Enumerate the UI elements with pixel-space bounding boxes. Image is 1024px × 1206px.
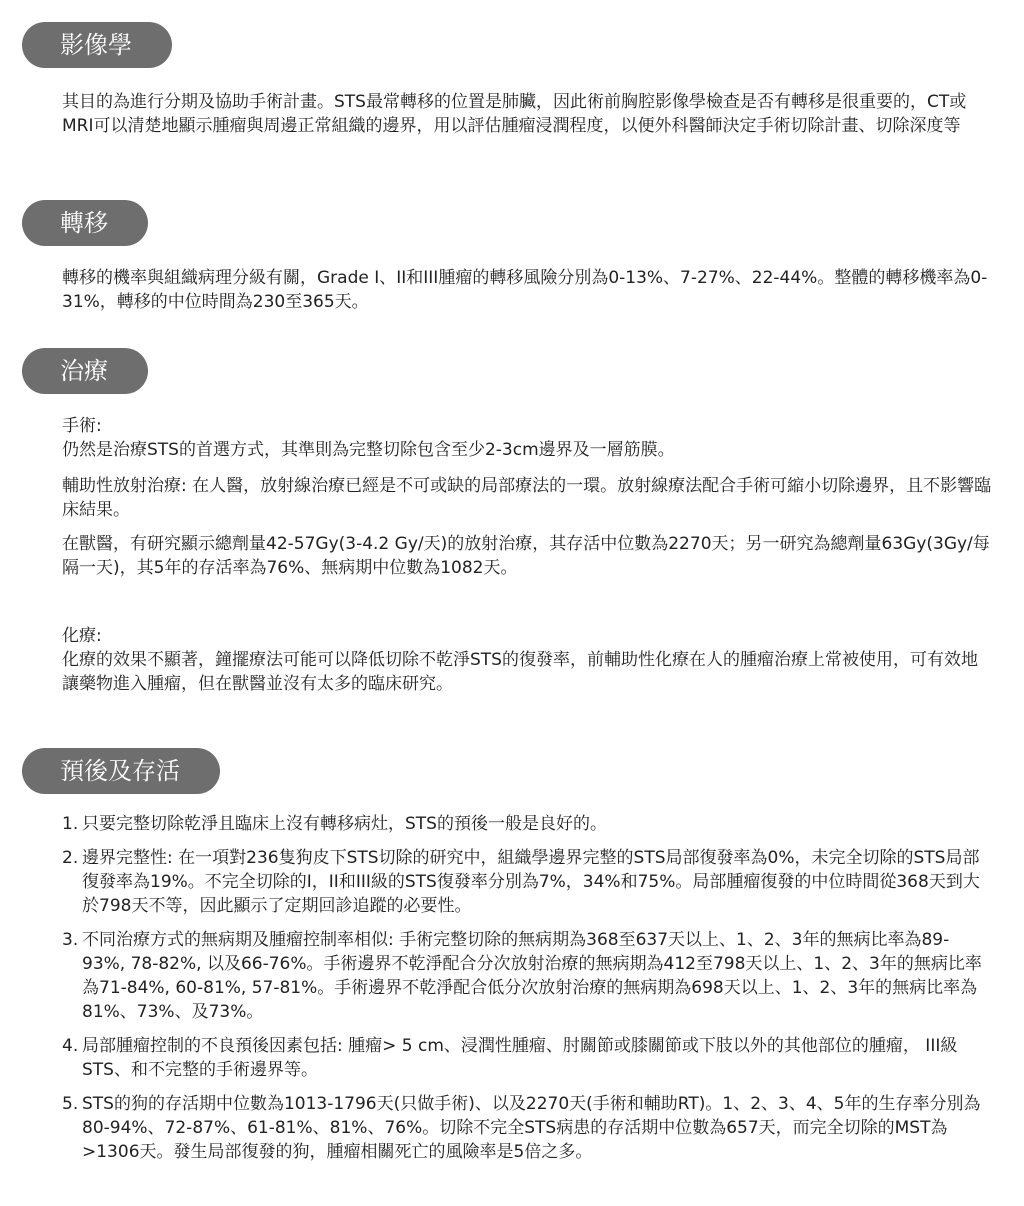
chemo-paragraph: 化療的效果不顯著，鐘擺療法可能可以降低切除不乾淨STS的復發率，前輔助性化療在人的腫瘤治療上常被使用，可有效地讓藥物進入腫瘤，但在獸醫並沒有太多的臨床研究。 bbox=[62, 650, 978, 694]
prognosis-list bbox=[62, 812, 992, 1174]
surgery-label: 手術: bbox=[62, 416, 102, 436]
metastasis-paragraph: 轉移的機率與組織病理分級有關，Grade I、II和III腫瘤的轉移風險分別為0-13%、7-27%、22-44%。整體的轉移機率為0-31%，轉移的中位時間為230至365天。 bbox=[62, 268, 988, 312]
list-item-text: 邊界完整性: 在一項對236隻狗皮下STS切除的研究中，組織學邊界完整的STS局部復發率為0%，未完全切除的STS局部復發率為19%。不完全切除的I，II和III級的STS復發率分別為7%，34%和75%。局部腫瘤復發的中位時間從368天到大於798天不等，因此顯示了定期回診追蹤的必要性。 bbox=[82, 848, 980, 916]
list-item bbox=[62, 928, 992, 1024]
list-item-number: 3. bbox=[62, 930, 79, 950]
list-item bbox=[62, 1034, 992, 1082]
list-item bbox=[62, 1092, 992, 1164]
list-item-text: 只要完整切除乾淨且臨床上沒有轉移病灶，STS的預後一般是良好的。 bbox=[82, 814, 607, 834]
list-item-number: 2. bbox=[62, 848, 79, 868]
section-header-metastasis: 轉移 bbox=[22, 200, 148, 246]
list-item-number: 5. bbox=[62, 1094, 79, 1114]
list-item-text: 局部腫瘤控制的不良預後因素包括: 腫瘤> 5 cm、浸潤性腫瘤、肘關節或膝關節或下肢以外的其他部位的腫瘤， III級STS、和不完整的手術邊界等。 bbox=[82, 1036, 958, 1080]
section-header-prognosis: 預後及存活 bbox=[22, 748, 220, 794]
list-item-text: STS的狗的存活期中位數為1013-1796天(只做手術)、以及2270天(手術和輔助RT)。1、2、3、4、5年的生存率分別為80-94%、72-87%、61-81%、81%、76%。切除不完全STS病患的存活期中位數為657天，而完全切除的MST為>1306天。發生局部復發的狗，腫瘤相關死亡的風險率是5倍之多。 bbox=[82, 1094, 981, 1162]
list-item-number: 4. bbox=[62, 1036, 79, 1056]
list-item-text: 不同治療方式的無病期及腫瘤控制率相似: 手術完整切除的無病期為368至637天以上、1、2、3年的無病比率為89-93%, 78-82%, 以及66-76%。手術邊界不乾淨配合分次放射治療的無病期為412至798天以上、1、2、3年的無病比率為71-84%, 60-81%, 57-81%。手術邊界不乾淨配合低分次放射治療的無病期為698天以上、1、2、3年的無病比率為81%、73%、及73%。 bbox=[82, 930, 982, 1022]
list-item bbox=[62, 846, 992, 918]
chemo-label: 化療: bbox=[62, 626, 102, 646]
list-item-number: 1. bbox=[62, 814, 79, 834]
vet-radiation-paragraph: 在獸醫，有研究顯示總劑量42-57Gy(3-4.2 Gy/天)的放射治療，其存活中位數為2270天；另一研究為總劑量63Gy(3Gy/每隔一天)，其5年的存活率為76%、無病期中位數為1082天。 bbox=[62, 534, 990, 578]
list-item bbox=[62, 812, 992, 836]
section-header-imaging: 影像學 bbox=[22, 22, 172, 68]
surgery-paragraph: 仍然是治療STS的首選方式，其準則為完整切除包含至少2-3cm邊界及一層筋膜。 bbox=[62, 440, 675, 460]
imaging-paragraph: 其目的為進行分期及協助手術計畫。STS最常轉移的位置是肺臟，因此術前胸腔影像學檢查是否有轉移是很重要的，CT或MRI可以清楚地顯示腫瘤與周邊正常組織的邊界，用以評估腫瘤浸潤程度，以便外科醫師決定手術切除計畫、切除深度等 bbox=[62, 92, 967, 136]
section-header-treatment: 治療 bbox=[22, 348, 148, 394]
radiation-paragraph: 輔助性放射治療: 在人醫，放射線治療已經是不可或缺的局部療法的一環。放射線療法配合手術可縮小切除邊界，且不影響臨床結果。 bbox=[62, 476, 992, 520]
